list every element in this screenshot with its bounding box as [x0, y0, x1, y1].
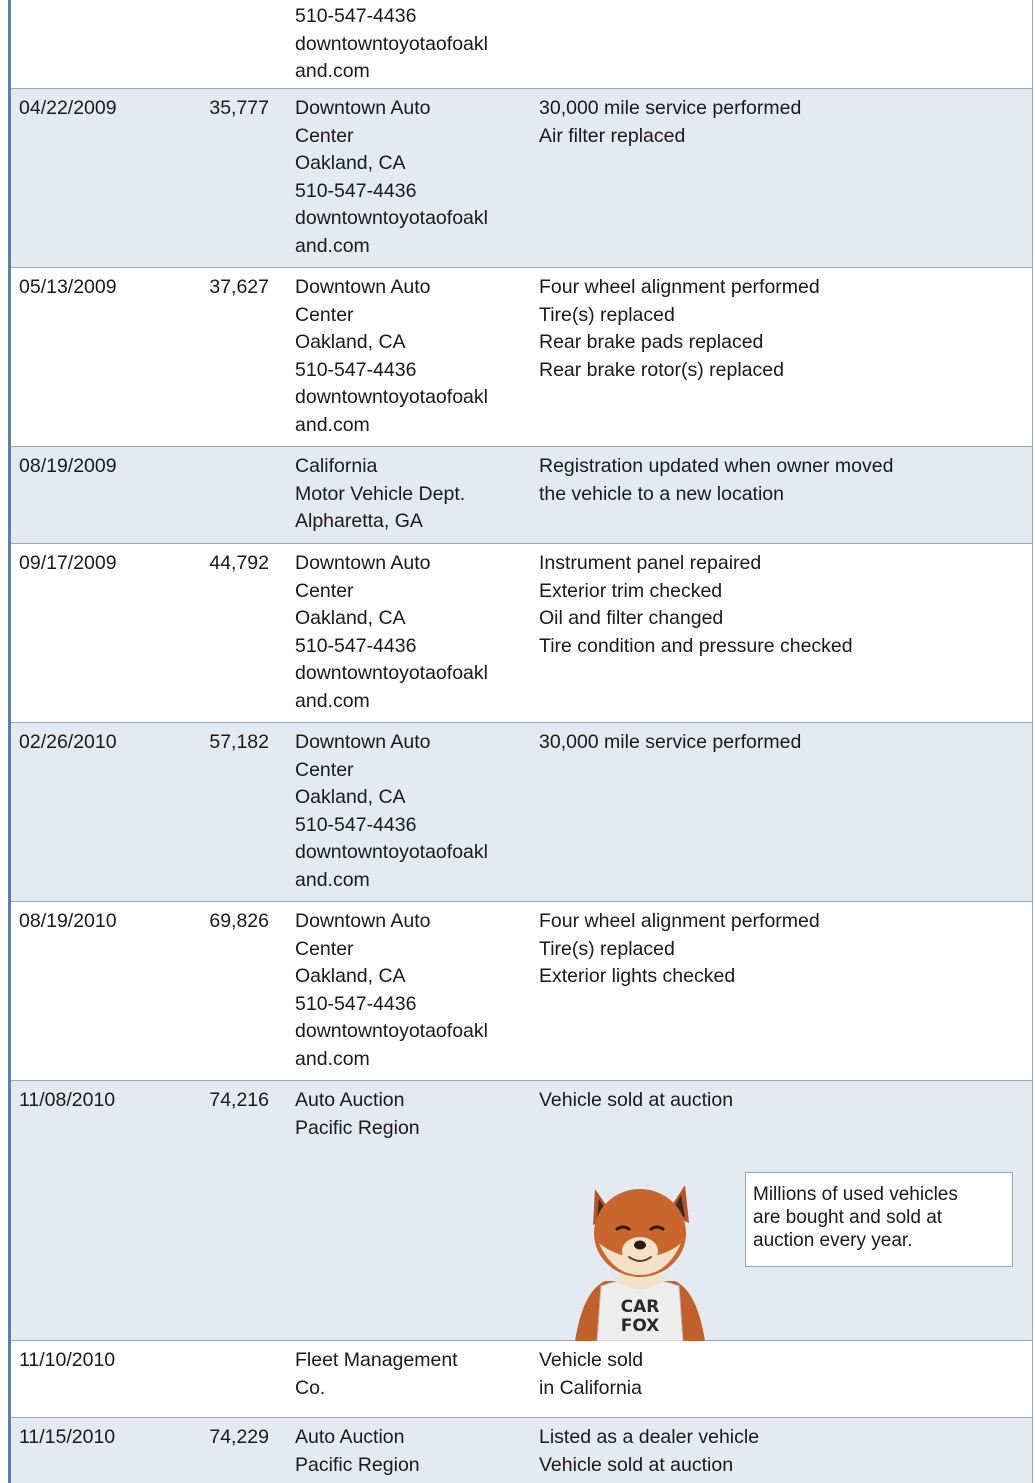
source-line: downtowntoyotaofoakl — [295, 662, 488, 684]
source-line: California — [295, 455, 378, 477]
comment-line: Four wheel alignment performed — [539, 910, 820, 932]
odometer-reading: 57,182 — [209, 731, 269, 753]
source-line: Center — [295, 758, 354, 781]
record-comments — [539, 1424, 759, 1479]
source-line: downtowntoyotaofoakl — [295, 1020, 488, 1042]
service-source — [295, 908, 488, 1073]
record-date: 11/08/2010 — [19, 1089, 116, 1111]
record-comments — [539, 95, 801, 150]
source-line: Fleet Management — [295, 1349, 458, 1371]
table-row-fragment — [11, 0, 1032, 89]
comment-line: Exterior lights checked — [539, 965, 736, 987]
table-row — [11, 902, 1032, 1081]
source-line: and.com — [295, 413, 370, 436]
source-line: Pacific Region — [295, 1116, 420, 1139]
record-comments — [539, 1347, 643, 1402]
odometer-reading: 44,792 — [209, 552, 269, 574]
source-line: Center — [295, 124, 354, 147]
mascot-shirt-line-1: CAR — [620, 1297, 660, 1317]
source-line: and.com — [295, 234, 370, 257]
source-line: Oakland, CA — [295, 607, 406, 629]
comment-line: Registration updated when owner moved — [539, 455, 894, 477]
table-row — [11, 723, 1032, 902]
comment-line: Tire condition and pressure checked — [539, 634, 853, 657]
comment-line: Tire(s) replaced — [539, 303, 675, 326]
source-line: 510-547-4436 — [295, 634, 417, 657]
record-date: 05/13/2009 — [19, 276, 117, 298]
comment-line: Tire(s) replaced — [539, 937, 675, 960]
comment-line: 30,000 mile service performed — [539, 97, 802, 119]
tip-text-line: Millions of used vehicles — [753, 1184, 958, 1205]
source-line: Downtown Auto — [295, 731, 431, 753]
source-line: downtowntoyotaofoakl — [295, 386, 488, 408]
mascot-shirt-line-2: FOX — [620, 1316, 660, 1336]
table-row — [11, 268, 1032, 447]
right-border — [1032, 0, 1033, 1483]
comment-line: Exterior trim checked — [539, 579, 723, 602]
odometer-reading: 37,627 — [209, 276, 269, 298]
source-line: Motor Vehicle Dept. — [295, 482, 466, 505]
comment-line: Vehicle sold at auction — [539, 1089, 734, 1111]
carfox-mascot-icon — [565, 1171, 715, 1341]
comment-line: Oil and filter changed — [539, 607, 724, 629]
record-date: 02/26/2010 — [19, 731, 117, 753]
comment-line: Four wheel alignment performed — [539, 276, 820, 298]
comment-line: Vehicle sold — [539, 1349, 644, 1371]
comment-line: 30,000 mile service performed — [539, 731, 802, 753]
record-date: 11/10/2010 — [19, 1349, 116, 1371]
table-row — [11, 1081, 1032, 1158]
comment-line: Rear brake rotor(s) replaced — [539, 358, 784, 381]
comment-line: the vehicle to a new location — [539, 482, 784, 505]
source-line: 510-547-4436 — [295, 813, 417, 836]
service-source — [295, 1087, 420, 1142]
service-source — [295, 1424, 420, 1479]
source-line: Center — [295, 579, 354, 602]
odometer-reading: 74,216 — [209, 1089, 269, 1111]
source-line: Downtown Auto — [295, 910, 431, 932]
odometer-reading: 69,826 — [209, 910, 269, 932]
service-source: 510-547-4436 downtowntoyotaofoakl and.com — [295, 5, 488, 82]
record-date: 09/17/2009 — [19, 552, 117, 574]
comment-line: Listed as a dealer vehicle — [539, 1426, 760, 1448]
source-line: Downtown Auto — [295, 276, 431, 298]
odometer-reading: 35,777 — [209, 97, 269, 119]
comment-line: Vehicle sold at auction — [539, 1453, 734, 1476]
source-line: Alpharetta, GA — [295, 510, 423, 532]
table-row — [11, 447, 1032, 544]
table-row — [11, 544, 1032, 723]
record-date: 11/15/2010 — [19, 1426, 116, 1448]
auction-tip-row — [11, 1157, 1032, 1341]
source-line: Oakland, CA — [295, 786, 406, 808]
source-line: 510-547-4436 — [295, 179, 417, 202]
table-row — [11, 1341, 1032, 1418]
source-line: Auto Auction — [295, 1426, 405, 1448]
source-line: Oakland, CA — [295, 331, 406, 353]
comment-line: Air filter replaced — [539, 124, 686, 147]
service-source — [295, 274, 488, 439]
auction-tip-box — [745, 1172, 1013, 1267]
source-line: 510-547-4436 — [295, 992, 417, 1015]
source-line: Center — [295, 937, 354, 960]
record-comments — [539, 908, 820, 991]
source-line: and.com — [295, 868, 370, 891]
source-line: Downtown Auto — [295, 97, 431, 119]
source-line: downtowntoyotaofoakl — [295, 841, 488, 863]
comment-line: Rear brake pads replaced — [539, 331, 764, 353]
source-line: and.com — [295, 689, 370, 712]
service-source — [295, 550, 488, 715]
tip-text-line: are bought and sold at — [753, 1207, 943, 1228]
comment-line: Instrument panel repaired — [539, 552, 762, 574]
source-line: Pacific Region — [295, 1453, 420, 1476]
record-comments — [539, 274, 820, 384]
record-date: 08/19/2010 — [19, 910, 117, 932]
odometer-reading: 74,229 — [209, 1426, 269, 1448]
record-date: 08/19/2009 — [19, 455, 117, 477]
source-line: Downtown Auto — [295, 552, 431, 574]
source-line: Co. — [295, 1376, 326, 1399]
service-source — [295, 453, 465, 536]
table-row — [11, 1418, 1032, 1483]
source-line: and.com — [295, 1047, 370, 1070]
service-source — [295, 1347, 458, 1402]
record-comments — [539, 550, 853, 660]
source-line: Oakland, CA — [295, 965, 406, 987]
service-source — [295, 729, 488, 894]
source-line: Auto Auction — [295, 1089, 405, 1111]
comment-line: in California — [539, 1376, 642, 1399]
table-row — [11, 89, 1032, 268]
tip-text-line: auction every year. — [753, 1230, 913, 1251]
record-date: 04/22/2009 — [19, 97, 117, 119]
source-line: downtowntoyotaofoakl — [295, 207, 488, 229]
source-line: Oakland, CA — [295, 152, 406, 174]
service-source — [295, 95, 488, 260]
record-comments — [539, 1087, 733, 1115]
record-comments — [539, 729, 801, 757]
record-comments — [539, 453, 893, 508]
source-line: Center — [295, 303, 354, 326]
source-line: 510-547-4436 — [295, 358, 417, 381]
